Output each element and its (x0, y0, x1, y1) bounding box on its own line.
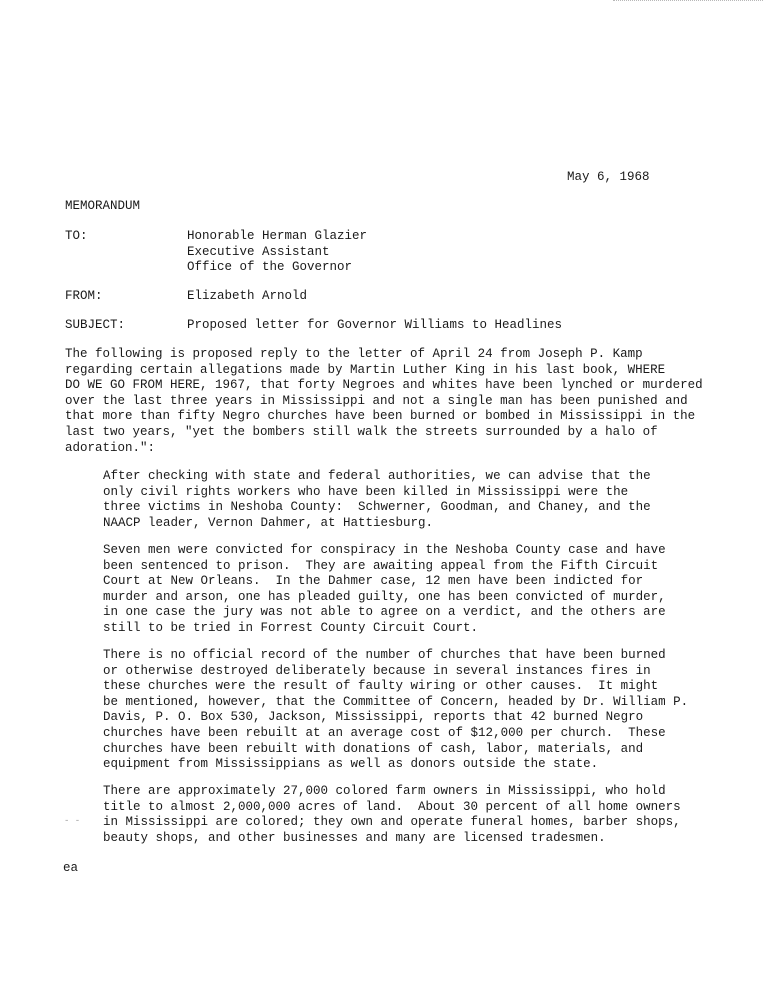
text-line: churches have been rebuilt at an average cost of $12,000 per church. These (103, 725, 666, 740)
text-line: or otherwise destroyed deliberately because in several instances fires in (103, 663, 651, 678)
text-line: murder and arson, one has pleaded guilty, one has been convicted of murder, (103, 589, 666, 604)
memo-date: May 6, 1968 (567, 170, 650, 184)
to-line: Executive Assistant (187, 244, 330, 259)
to-recipient (187, 229, 367, 276)
typist-initials: ea (63, 861, 79, 875)
from-label: FROM: (65, 289, 103, 303)
text-line: churches have been rebuilt with donations of cash, labor, materials, and (103, 741, 644, 756)
text-line: still to be tried in Forrest County Circuit Court. (103, 620, 479, 635)
body-paragraph-farm-owners (103, 784, 681, 846)
subject-block (65, 318, 705, 336)
text-line: been sentenced to prison. They are awaiting appeal from the Fifth Circuit (103, 558, 659, 573)
text-line: title to almost 2,000,000 acres of land. About 30 percent of all home owners (103, 799, 681, 814)
text-line: equipment from Mississippians as well as donors outside the state. (103, 757, 599, 772)
text-line: these churches were the result of faulty wiring or other causes. It might (103, 679, 659, 694)
subject-label: SUBJECT: (65, 318, 126, 332)
to-line: Honorable Herman Glazier (187, 229, 368, 243)
memo-type-heading: MEMORANDUM (65, 199, 141, 213)
text-line: There are approximately 27,000 colored farm owners in Mississippi, who hold (103, 784, 666, 798)
to-label: TO: (65, 229, 88, 243)
text-line: There is no official record of the number of churches that have been burned (103, 648, 666, 662)
text-line: over the last three years in Mississippi and not a single man has been punished and (65, 393, 688, 408)
intro-paragraph (65, 347, 703, 456)
text-line: Davis, P. O. Box 530, Jackson, Mississippi, reports that 42 burned Negro (103, 710, 644, 725)
body-paragraph-victims (103, 469, 651, 531)
subject-value: Proposed letter for Governor Williams to Headlines (187, 318, 563, 332)
text-line: in Mississippi are colored; they own and operate funeral homes, barber shops, (103, 815, 681, 830)
from-block (65, 289, 705, 307)
body-paragraph-convictions (103, 543, 666, 637)
text-line: be mentioned, however, that the Committee of Concern, headed by Dr. William P. (103, 694, 689, 709)
text-line: beauty shops, and other businesses and many are licensed tradesmen. (103, 830, 606, 845)
text-line: adoration.": (65, 440, 156, 455)
text-line: three victims in Neshoba County: Schwerner, Goodman, and Chaney, and the (103, 500, 651, 515)
scan-edge-mark (613, 0, 763, 7)
text-line: regarding certain allegations made by Martin Luther King in his last book, WHERE (65, 362, 666, 377)
to-line: Office of the Governor (187, 260, 353, 275)
text-line: DO WE GO FROM HERE, 1967, that forty Negroes and whites have been lynched or murdered (65, 378, 703, 393)
text-line: in one case the jury was not able to agree on a verdict, and the others are (103, 605, 666, 620)
text-line: Court at New Orleans. In the Dahmer case, 12 men have been indicted for (103, 574, 644, 589)
text-line: NAACP leader, Vernon Dahmer, at Hattiesburg. (103, 515, 434, 530)
text-line: Seven men were convicted for conspiracy in the Neshoba County case and have (103, 543, 666, 557)
body-paragraph-churches (103, 648, 688, 773)
scan-smudge: - - (64, 816, 81, 826)
text-line: The following is proposed reply to the letter of April 24 from Joseph P. Kamp (65, 347, 643, 361)
text-line: that more than fifty Negro churches have been burned or bombed in Mississippi in the (65, 409, 696, 424)
text-line: only civil rights workers who have been killed in Mississippi were the (103, 484, 629, 499)
text-line: last two years, "yet the bombers still walk the streets surrounded by a halo of (65, 424, 658, 439)
from-value: Elizabeth Arnold (187, 289, 308, 303)
text-line: After checking with state and federal authorities, we can advise that the (103, 469, 651, 483)
to-block (65, 229, 705, 279)
